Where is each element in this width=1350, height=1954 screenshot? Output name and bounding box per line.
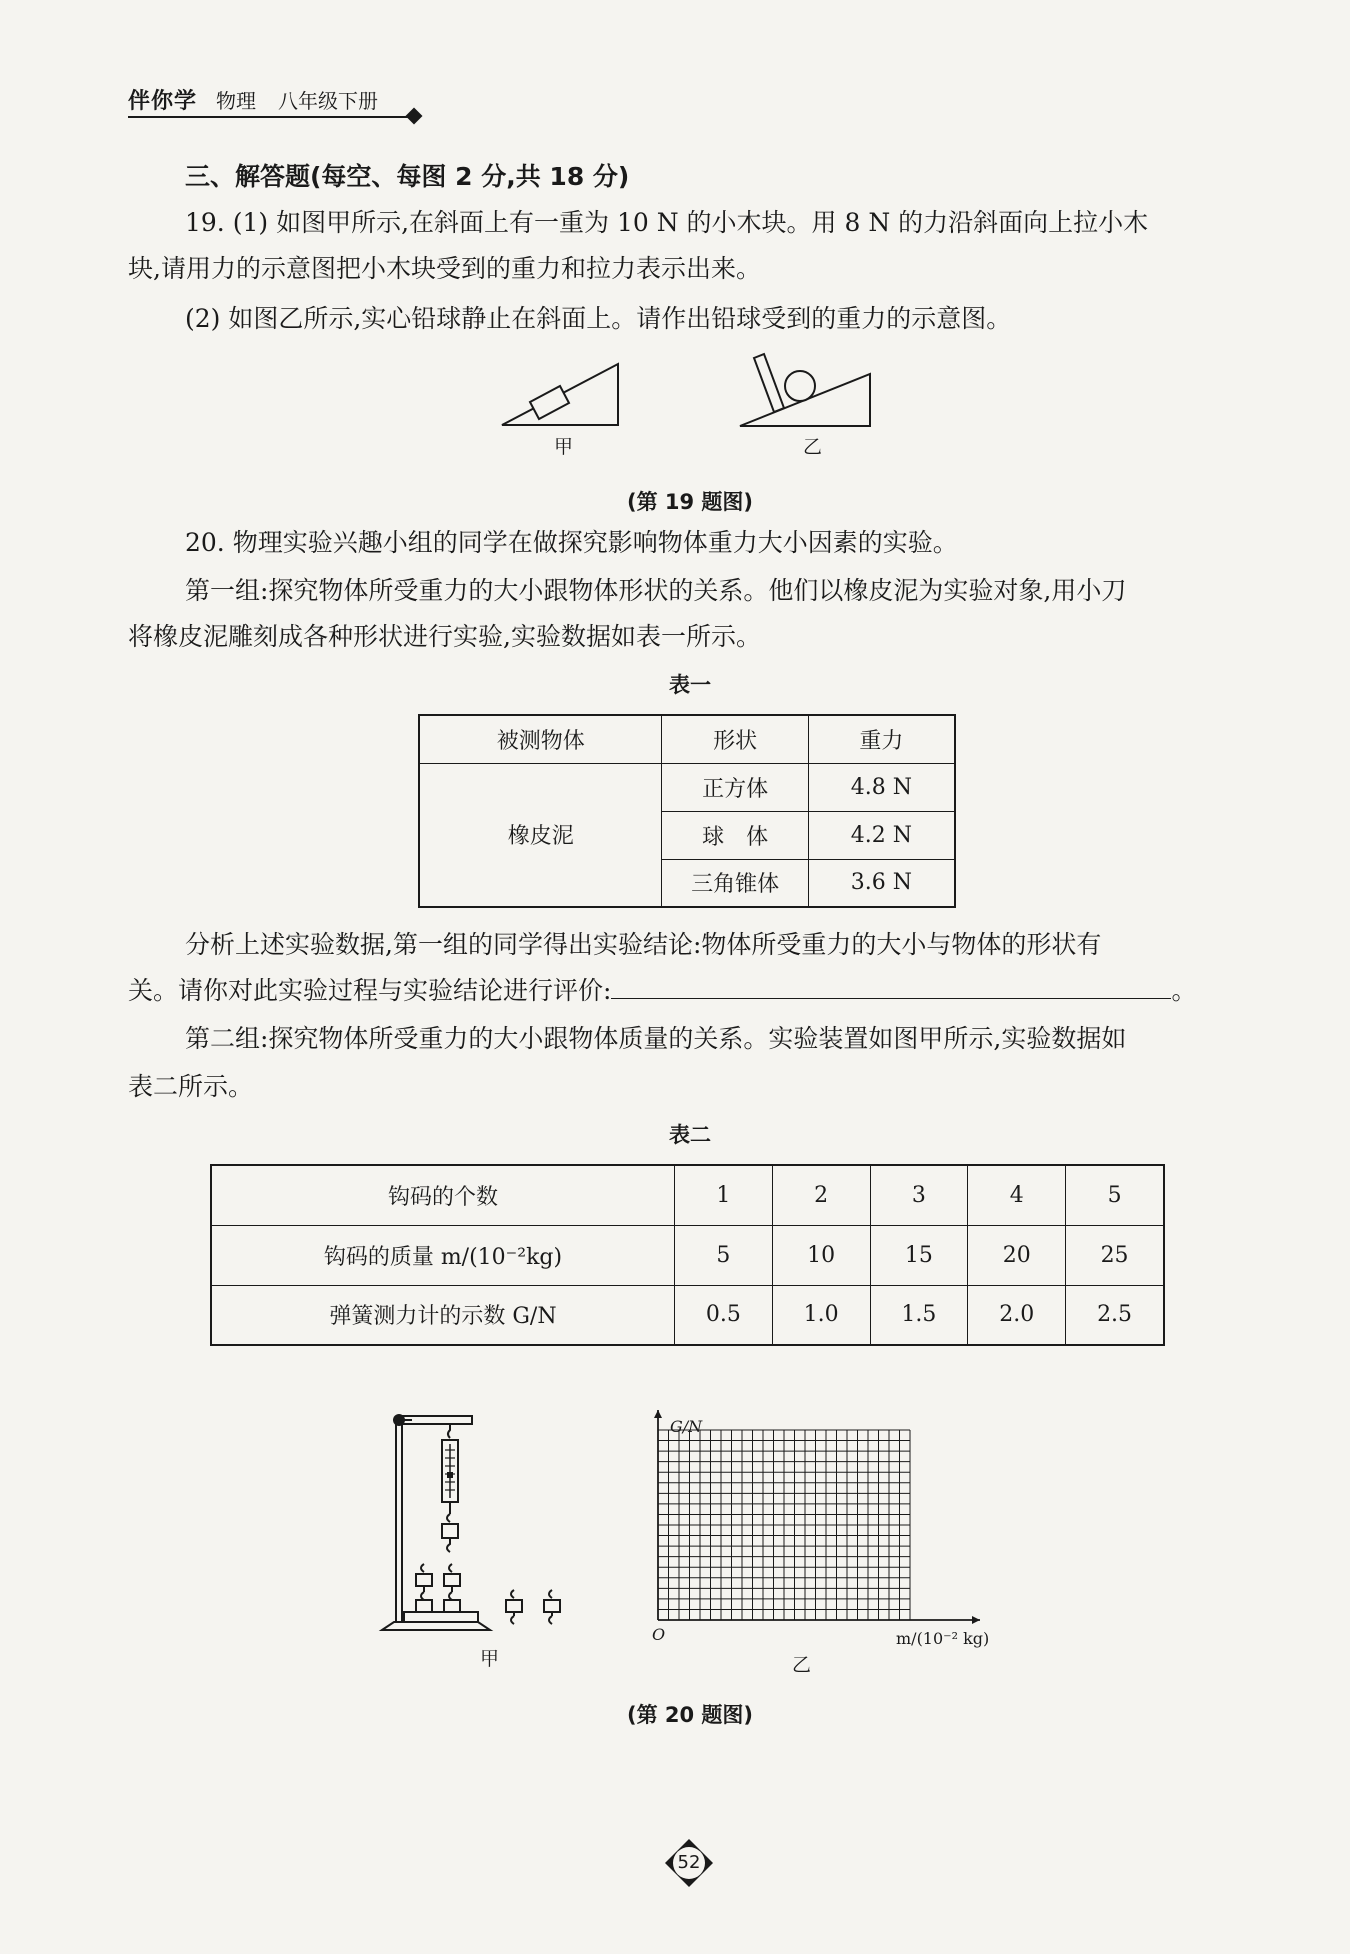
q20-group2-line2: 表二所示。 (128, 1072, 254, 1101)
table2-title: 表二 (669, 1123, 711, 1147)
fig19-label-a: 甲 (554, 436, 574, 458)
spring-scale-apparatus (380, 1400, 580, 1640)
grade-label: 八年级下册 (278, 89, 378, 113)
table1-shape: 三角锥体 (662, 859, 808, 907)
running-header (128, 84, 418, 118)
fig19-label-b: 乙 (803, 436, 823, 458)
table1-shape: 球 体 (662, 811, 808, 859)
grid-origin-label: O (652, 1625, 666, 1644)
grid-y-axis-label: G/N (670, 1417, 703, 1436)
table2-row-label: 钩码的质量 m/(10⁻²kg) (211, 1225, 674, 1285)
table2-cell: 0.5 (674, 1285, 772, 1345)
grid-x-axis-label: m/(10⁻² kg) (896, 1629, 990, 1648)
answer-blank[interactable] (611, 976, 1171, 999)
table1-header-shape: 形状 (662, 715, 808, 763)
analysis-period: 。 (1171, 976, 1197, 1005)
table1-header-weight: 重力 (808, 715, 955, 763)
table2-row-label: 弹簧测力计的示数 G/N (211, 1285, 674, 1345)
series-brand: 伴你学 (128, 89, 198, 114)
table2-cell: 1.5 (870, 1285, 968, 1345)
table1-weight: 3.6 N (808, 859, 955, 907)
table1-header-object: 被测物体 (419, 715, 662, 763)
fig20-caption: (第 20 题图) (626, 1703, 754, 1727)
q20-intro: 20. 物理实验兴趣小组的同学在做探究影响物体重力大小因素的实验。 (185, 528, 958, 557)
table2-cell: 4 (968, 1165, 1066, 1225)
table1-weight: 4.8 N (808, 763, 955, 811)
page-number: 52 (677, 1852, 701, 1873)
table2-cell: 1 (674, 1165, 772, 1225)
section-title: 三、解答题(每空、每图 2 分,共 18 分) (185, 162, 630, 191)
table2-cell: 2.0 (968, 1285, 1066, 1345)
q20-group2-line1: 第二组:探究物体所受重力的大小跟物体质量的关系。实验装置如图甲所示,实验数据如 (185, 1024, 1127, 1053)
table2-cell: 25 (1066, 1225, 1164, 1285)
subject-label: 物理 (216, 89, 256, 113)
q19-line2: 块,请用力的示意图把小木块受到的重力和拉力表示出来。 (128, 254, 761, 283)
table1-shape: 正方体 (662, 763, 808, 811)
fig20-label-b: 乙 (792, 1654, 812, 1676)
table1-title: 表一 (669, 673, 711, 697)
table2-row-label: 钩码的个数 (211, 1165, 674, 1225)
diamond-icon (406, 108, 423, 125)
table2-cell: 2.5 (1066, 1285, 1164, 1345)
table2-cell: 5 (674, 1225, 772, 1285)
analysis-prompt: 关。请你对此实验过程与实验结论进行评价: (128, 976, 612, 1005)
table2 (210, 1164, 1165, 1346)
table1-object: 橡皮泥 (419, 763, 662, 907)
analysis-line1: 分析上述实验数据,第一组的同学得出实验结论:物体所受重力的大小与物体的形状有 (185, 930, 1102, 959)
fig20-label-a: 甲 (480, 1648, 500, 1670)
q19-line3: (2) 如图乙所示,实心铅球静止在斜面上。请作出铅球受到的重力的示意图。 (185, 304, 1012, 333)
blank-graph-grid (640, 1410, 1000, 1650)
q20-group1-line1: 第一组:探究物体所受重力的大小跟物体形状的关系。他们以橡皮泥为实验对象,用小刀 (185, 576, 1127, 605)
table1 (418, 714, 956, 908)
table2-cell: 10 (772, 1225, 870, 1285)
table2-cell: 5 (1066, 1165, 1164, 1225)
table2-cell: 1.0 (772, 1285, 870, 1345)
table2-cell: 2 (772, 1165, 870, 1225)
q19-line1: 19. (1) 如图甲所示,在斜面上有一重为 10 N 的小木块。用 8 N 的力沿斜面向上拉小木 (185, 208, 1149, 237)
q20-group1-line2: 将橡皮泥雕刻成各种形状进行实验,实验数据如表一所示。 (128, 622, 761, 651)
table2-cell: 3 (870, 1165, 968, 1225)
header-rule (128, 116, 414, 118)
analysis-line2 (128, 974, 1196, 1008)
table1-weight: 4.2 N (808, 811, 955, 859)
table2-cell: 20 (968, 1225, 1066, 1285)
fig19-caption: (第 19 题图) (626, 490, 754, 514)
table2-cell: 15 (870, 1225, 968, 1285)
